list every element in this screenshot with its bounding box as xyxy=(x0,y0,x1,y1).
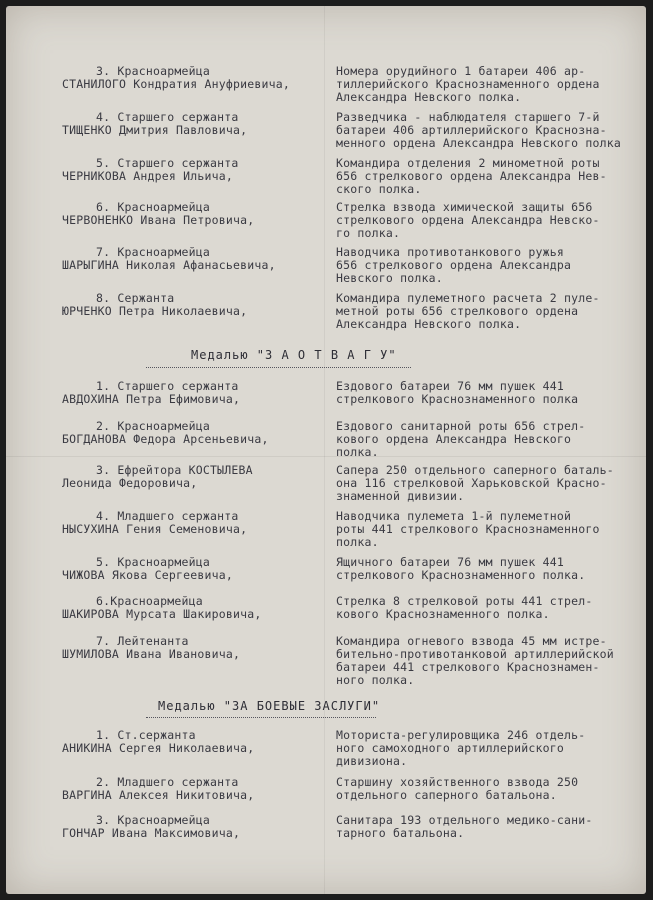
entry-name: АНИКИНА Сергея Николаевича, xyxy=(62,741,255,755)
entry-name: ЧИЖОВА Якова Сергеевича, xyxy=(62,568,233,582)
entry-description: Номера орудийного 1 батареи 406 ар- тиллерийского Краснознаменного ордена Александра Невского полка. xyxy=(336,64,600,104)
entry-name: ТИЩЕНКО Дмитрия Павловича, xyxy=(62,123,248,137)
entry-description: Старшину хозяйственного взвода 250 отдельного саперного батальона. xyxy=(336,775,579,802)
entry-name: Леонида Федоровича, xyxy=(62,476,198,490)
entry-description: Разведчика - наблюдателя старшего 7-й батареи 406 артиллерийского Краснозна- менного ордена Александра Невского полка xyxy=(336,110,621,150)
entry-rank: 6.Красноармейца xyxy=(96,594,203,608)
entry-rank: 7. Лейтенанта xyxy=(96,634,189,648)
document-page xyxy=(6,6,646,894)
entry-description: Моториста-регулировщика 246 отдель- ного самоходного артиллерийского дивизиона. xyxy=(336,728,586,768)
entry-description: Командира отделения 2 минометной роты 656 стрелкового ордена Александра Нев- ского полка. xyxy=(336,156,607,196)
entry-rank: 4. Старшего сержанта xyxy=(96,110,239,124)
entry-name: ГОНЧАР Ивана Максимовича, xyxy=(62,826,241,840)
entry-name: ЮРЧЕНКО Петра Николаевича, xyxy=(62,304,248,318)
heading-underline xyxy=(146,717,376,718)
entry-description: Командира пулеметного расчета 2 пуле- метной роты 656 стрелкового ордена Александра Невского полка. xyxy=(336,291,600,331)
section-heading: Медалью "ЗА БОЕВЫЕ ЗАСЛУГИ" xyxy=(158,699,381,713)
section-heading: Медалью "З А О Т В А Г У" xyxy=(191,348,397,362)
page-fold xyxy=(324,6,325,894)
entry-name: СТАНИЛОГО Кондратия Ануфриевича, xyxy=(62,77,290,91)
entry-description: Ездового санитарной роты 656 стрел- кового ордена Александра Невского полка. xyxy=(336,419,586,459)
entry-name: ЧЕРВОНЕНКО Ивана Петровича, xyxy=(62,213,255,227)
entry-description: Наводчика противотанкового ружья 656 стрелкового ордена Александра Невского полка. xyxy=(336,245,572,285)
entry-description: Командира огневого взвода 45 мм истре- бительно-противотанковой артиллерийской батареи 441 стрелкового Краснознамен- ного полка. xyxy=(336,634,614,687)
heading-underline xyxy=(146,367,411,368)
entry-name: ЧЕРНИКОВА Андрея Ильича, xyxy=(62,169,233,183)
entry-name: НЫСУХИНА Гения Семеновича, xyxy=(62,522,248,536)
entry-rank: 4. Младшего сержанта xyxy=(96,509,239,523)
entry-rank: 5. Старшего сержанта xyxy=(96,156,239,170)
entry-rank: 3. Красноармейца xyxy=(96,813,210,827)
entry-rank: 2. Младшего сержанта xyxy=(96,775,239,789)
entry-rank: 3. Ефрейтора КОСТЫЛЕВА xyxy=(96,463,253,477)
entry-rank: 6. Красноармейца xyxy=(96,200,210,214)
entry-rank: 1. Ст.сержанта xyxy=(96,728,196,742)
entry-rank: 8. Сержанта xyxy=(96,291,175,305)
entry-name: ШАРЫГИНА Николая Афанасьевича, xyxy=(62,258,276,272)
entry-name: ШАКИРОВА Мурсата Шакировича, xyxy=(62,607,262,621)
entry-name: ШУМИЛОВА Ивана Ивановича, xyxy=(62,647,241,661)
entry-description: Стрелка 8 стрелковой роты 441 стрел- кового Краснознаменного полка. xyxy=(336,594,593,621)
entry-description: Стрелка взвода химической защиты 656 стрелкового ордена Александра Невско- го полка. xyxy=(336,200,600,240)
entry-rank: 2. Красноармейца xyxy=(96,419,210,433)
entry-rank: 1. Старшего сержанта xyxy=(96,379,239,393)
entry-description: Сапера 250 отдельного саперного баталь- она 116 стрелковой Харьковской Красно- знаменной дивизии. xyxy=(336,463,614,503)
entry-rank: 7. Красноармейца xyxy=(96,245,210,259)
entry-description: Ящичного батареи 76 мм пушек 441 стрелкового Краснознаменного полка. xyxy=(336,555,586,582)
entry-rank: 3. Красноармейца xyxy=(96,64,210,78)
entry-rank: 5. Красноармейца xyxy=(96,555,210,569)
entry-description: Наводчика пулемета 1-й пулеметной роты 441 стрелкового Краснознаменного полка. xyxy=(336,509,600,549)
entry-description: Ездового батареи 76 мм пушек 441 стрелкового Краснознаменного полка xyxy=(336,379,579,406)
entry-description: Санитара 193 отдельного медико-сани- тарного батальона. xyxy=(336,813,593,840)
entry-name: ВАРГИНА Алексея Никитовича, xyxy=(62,788,255,802)
entry-name: АВДОХИНА Петра Ефимовича, xyxy=(62,392,241,406)
entry-name: БОГДАНОВА Федора Арсеньевича, xyxy=(62,432,269,446)
